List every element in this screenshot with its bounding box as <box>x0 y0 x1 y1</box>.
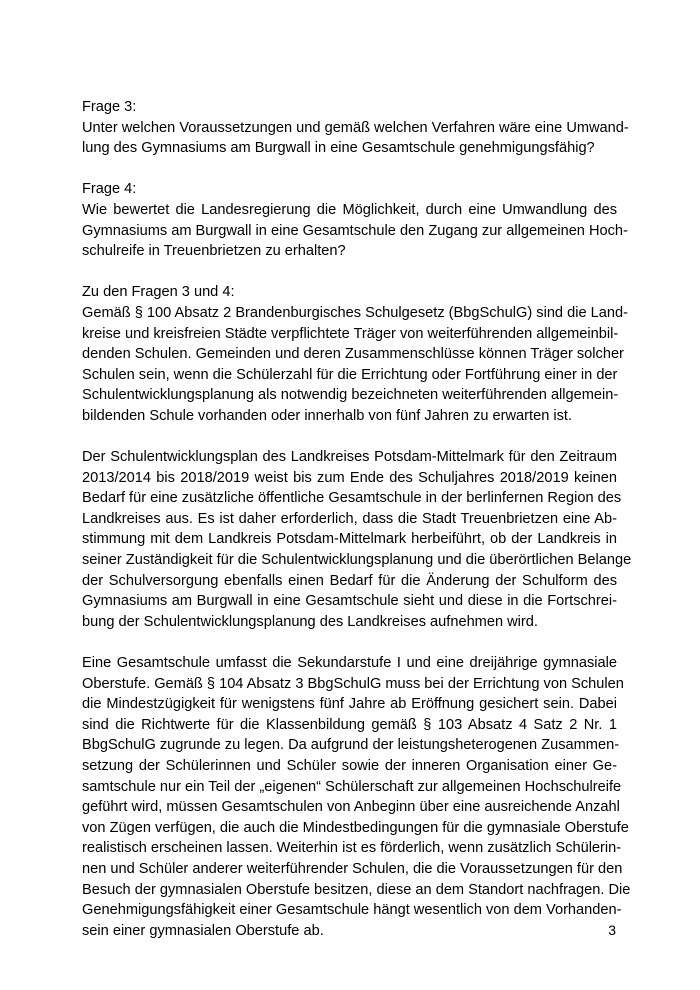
text-line: Besuch der gymnasialen Oberstufe besitzen, diese an dem Standort nachfragen. Die <box>82 881 631 898</box>
document-body <box>82 97 632 941</box>
text-line: Schulen sein, wenn die Schülerzahl für die Errichtung oder Fortführung einer in der <box>82 366 618 383</box>
text-line: nen und Schüler anderer weiterführender Schulen, die die Voraussetzungen für den <box>82 860 623 877</box>
text-line: Frage 4: <box>82 181 137 198</box>
text-line: Eine Gesamtschule umfasst die Sekundarstufe I und eine dreijährige gymnasiale <box>82 655 617 672</box>
text-line: seiner Zuständigkeit für die Schulentwicklungsplanung und die überörtlichen Belange <box>82 552 632 569</box>
text-line: sind die Richtwerte für die Klassenbildung gemäß § 103 Absatz 4 Satz 2 Nr. 1 <box>82 716 617 733</box>
text-line: Unter welchen Voraussetzungen und gemäß welchen Verfahren wäre eine Umwand- <box>82 119 629 136</box>
text-line: sein einer gymnasialen Oberstufe ab. <box>82 922 324 939</box>
paragraph-gap <box>82 632 617 653</box>
text-line: die Mindestzügigkeit für wenigstens fünf Jahre ab Eröffnung gesichert sein. Dabei <box>82 696 617 713</box>
text-line: lung des Gymnasiums am Burgwall in eine Gesamtschule genehmigungsfähig? <box>82 140 595 157</box>
paragraph-gap <box>82 159 617 180</box>
text-line: 2013/2014 bis 2018/2019 weist bis zum Ende des Schuljahres 2018/2019 keinen <box>82 469 617 486</box>
text-line: bung der Schulentwicklungsplanung des Landkreises aufnehmen wird. <box>82 613 538 630</box>
text-line: realistisch erscheinen lassen. Weiterhin ist es förderlich, wenn zusätzlich Schülerin- <box>82 840 622 857</box>
text-line: Frage 3: <box>82 99 137 115</box>
text-line: schulreife in Treuenbrietzen zu erhalten? <box>82 243 346 260</box>
text-line: Genehmigungsfähigkeit einer Gesamtschule hängt wesentlich von dem Vorhanden- <box>82 902 622 919</box>
text-line: Schulentwicklungsplanung als notwendig bezeichneten weiterführenden allgemein- <box>82 387 619 404</box>
text-line: samtschule nur ein Teil der „eigenen“ Schülerschaft zur allgemeinen Hochschulreife <box>82 778 622 795</box>
text-line: Oberstufe. Gemäß § 104 Absatz 3 BbgSchulG muss bei der Errichtung von Schulen <box>82 675 624 692</box>
text-line: BbgSchulG zugrunde zu legen. Da aufgrund der leistungsheterogenen Zusammen- <box>82 737 620 754</box>
text-line: stimmung mit dem Landkreis Potsdam-Mittelmark herbeiführt, ob der Landkreis in <box>82 531 617 548</box>
paragraph <box>82 653 631 941</box>
paragraph <box>82 97 629 159</box>
text-line: der Schulversorgung ebenfalls einen Bedarf für die Änderung der Schulform des <box>82 572 617 589</box>
text-line: Landkreises aus. Es ist daher erforderlich, dass die Stadt Treuenbrietzen eine Ab- <box>82 510 617 527</box>
text-line: setzung der Schülerinnen und Schüler sowie der inneren Organisation einer Ge- <box>82 758 617 774</box>
paragraph-gap <box>82 427 617 448</box>
text-line: Zu den Fragen 3 und 4: <box>82 284 235 301</box>
text-line: Wie bewertet die Landesregierung die Möglichkeit, durch eine Umwandlung des <box>82 201 617 218</box>
paragraph <box>82 282 628 426</box>
document-page <box>82 97 632 941</box>
text-line: denden Schulen. Gemeinden und deren Zusammenschlüsse können Träger solcher <box>82 346 624 363</box>
text-line: von Zügen verfügen, die auch die Mindestbedingungen für die gymnasiale Oberstufe <box>82 819 629 836</box>
paragraph-gap <box>82 262 617 283</box>
text-line: Gymnasiums am Burgwall in eine Gesamtschule sieht und diese in die Fortschrei- <box>82 593 617 610</box>
page-number: 3 <box>608 922 616 938</box>
paragraph <box>82 179 628 261</box>
text-line: Gemäß § 100 Absatz 2 Brandenburgisches Schulgesetz (BbgSchulG) sind die Land- <box>82 304 628 321</box>
text-line: Bedarf für eine zusätzliche öffentliche Gesamtschule in der berlinfernen Region des <box>82 490 622 507</box>
text-line: Gymnasiums am Burgwall in eine Gesamtschule den Zugang zur allgemeinen Hoch- <box>82 222 628 239</box>
text-line: Der Schulentwicklungsplan des Landkreises Potsdam-Mittelmark für den Zeitraum <box>82 449 617 466</box>
text-line: kreise und kreisfreien Städte verpflichtete Träger von weiterführenden allgemeinbil- <box>82 325 619 342</box>
text-line: bildenden Schule vorhanden oder innerhalb von fünf Jahren zu erwarten ist. <box>82 407 573 424</box>
paragraph <box>82 447 632 632</box>
text-line: geführt wird, müssen Gesamtschulen von Anbeginn über eine ausreichende Anzahl <box>82 799 620 816</box>
